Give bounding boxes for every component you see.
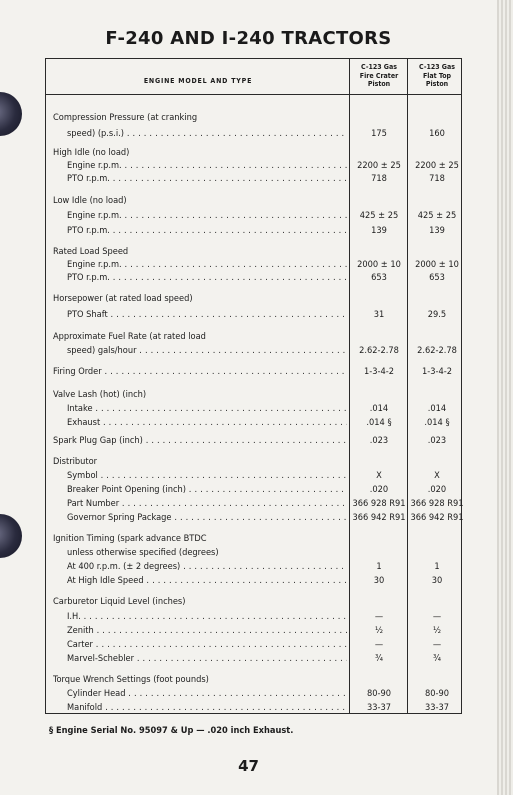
row-label: Valve Lash (hot) (inch) [53,389,147,400]
value-fire-crater: ½ [374,625,383,636]
row-label: Engine r.p.m. . . . [67,160,347,171]
row-label: unless otherwise specified (degrees) [67,547,219,558]
row-label: Zenith . . . [67,625,347,636]
value-fire-crater: 80-90 [366,688,391,699]
value-fire-crater: — [374,611,384,622]
value-fire-crater: — [374,639,384,650]
value-fire-crater: .020 [369,484,389,495]
row-label: High Idle (no load) [53,147,130,158]
row-label: Exhaust . . . [67,417,347,428]
value-flat-top: 425 ± 25 [417,210,457,221]
header-col-2 [408,63,466,89]
value-fire-crater: 2.62-2.78 [359,345,399,356]
value-flat-top: 718 [429,173,445,184]
page-stack-edge [497,0,513,795]
row-label: PTO r.p.m. . . . [67,225,347,236]
row-label: Torque Wrench Settings (foot pounds) [53,674,209,685]
value-flat-top: 1-3-4-2 [422,366,452,377]
value-fire-crater: 718 [371,173,387,184]
value-flat-top: X [434,470,440,481]
row-label: Carburetor Liquid Level (inches) [53,596,186,607]
value-flat-top: 2.62-2.78 [417,345,457,356]
row-label: Low Idle (no load) [53,195,127,206]
header-col-1-line: Fire Crater [359,71,399,80]
row-label: Compression Pressure (at cranking [53,112,198,123]
value-flat-top: 160 [429,128,445,139]
row-label: Governor Spring Package . . . [67,512,347,523]
value-fire-crater: 1 [376,561,382,572]
row-label: Carter . . . [67,639,347,650]
row-label: speed) gals/hour . . . [67,345,347,356]
page-title: F-240 AND I-240 TRACTORS [105,28,392,49]
value-flat-top: ¾ [432,653,441,664]
header-col-1 [350,63,408,89]
footnote: § Engine Serial No. 95097 & Up — .020 inch Exhaust. [49,725,294,736]
value-fire-crater: 2000 ± 10 [357,259,401,270]
row-label: Distributor [53,456,98,467]
row-label: Part Number . . . [67,498,347,509]
value-flat-top: 29.5 [427,309,447,320]
value-flat-top: .023 [427,435,447,446]
value-flat-top: .020 [427,484,447,495]
value-fire-crater: ¾ [374,653,383,664]
row-label: At 400 r.p.m. (± 2 degrees) . . . [67,561,347,572]
value-fire-crater: .014 § [366,417,392,428]
row-label: PTO Shaft . . . [67,309,347,320]
value-flat-top: 80-90 [424,688,449,699]
value-flat-top: ½ [432,625,441,636]
value-flat-top: 2200 ± 25 [415,160,459,171]
row-label: I.H. . . . [67,611,347,622]
punch-hole [0,514,22,558]
row-label: Horsepower (at rated load speed) [53,293,193,304]
row-label: Rated Load Speed [53,246,129,257]
value-flat-top: — [432,639,442,650]
value-fire-crater: 33-37 [366,702,391,713]
header-col-1-line: C-123 Gas [361,63,397,71]
value-flat-top: 33-37 [424,702,449,713]
value-fire-crater: 653 [371,272,387,283]
spec-table [45,58,462,714]
row-label: Cylinder Head . . . [67,688,347,699]
row-label: speed) (p.s.i.) . . . [67,128,347,139]
value-flat-top: — [432,611,442,622]
row-label: Intake . . . [67,403,347,414]
header-col-1-line: Piston [367,80,391,88]
value-fire-crater: X [376,470,382,481]
row-label: Marvel-Schebler . . . [67,653,347,664]
value-fire-crater: 175 [371,128,387,139]
value-fire-crater: 139 [371,225,387,236]
header-col-2-line: Piston [425,80,449,88]
value-flat-top: .014 [427,403,447,414]
value-fire-crater: 31 [373,309,385,320]
header-divider [46,94,461,95]
value-fire-crater: 2200 ± 25 [357,160,401,171]
page-number: 47 [238,757,259,775]
value-flat-top: 139 [429,225,445,236]
row-label: Engine r.p.m. . . . [67,259,347,270]
row-label: Ignition Timing (spark advance BTDC [53,533,207,544]
row-label: Firing Order . . . [53,366,347,377]
row-label: Symbol . . . [67,470,347,481]
value-fire-crater: 366 928 R91 [352,498,406,509]
row-label: Breaker Point Opening (inch) . . . [67,484,347,495]
row-label: Manifold . . . [67,702,347,713]
value-flat-top: 653 [429,272,445,283]
value-flat-top: 366 942 R91 [410,512,464,523]
header-label: ENGINE MODEL AND TYPE [143,77,253,85]
value-flat-top: 30 [431,575,443,586]
punch-hole [0,92,22,136]
value-fire-crater: 366 942 R91 [352,512,406,523]
value-flat-top: 2000 ± 10 [415,259,459,270]
row-label: At High Idle Speed . . . [67,575,347,586]
value-flat-top: 1 [434,561,440,572]
value-fire-crater: 1-3-4-2 [364,366,394,377]
value-flat-top: 366 928 R91 [410,498,464,509]
header-col-2-line: Flat Top [422,71,452,80]
row-label: PTO r.p.m. . . . [67,173,347,184]
row-label: Spark Plug Gap (inch) . . . [53,435,347,446]
value-fire-crater: .014 [369,403,389,414]
row-label: PTO r.p.m. . . . [67,272,347,283]
value-flat-top: .014 § [424,417,450,428]
row-label: Engine r.p.m. . . . [67,210,347,221]
value-fire-crater: 30 [373,575,385,586]
row-label: Approximate Fuel Rate (at rated load [53,331,206,342]
value-fire-crater: .023 [369,435,389,446]
value-fire-crater: 425 ± 25 [359,210,399,221]
header-col-2-line: C-123 Gas [419,63,455,71]
